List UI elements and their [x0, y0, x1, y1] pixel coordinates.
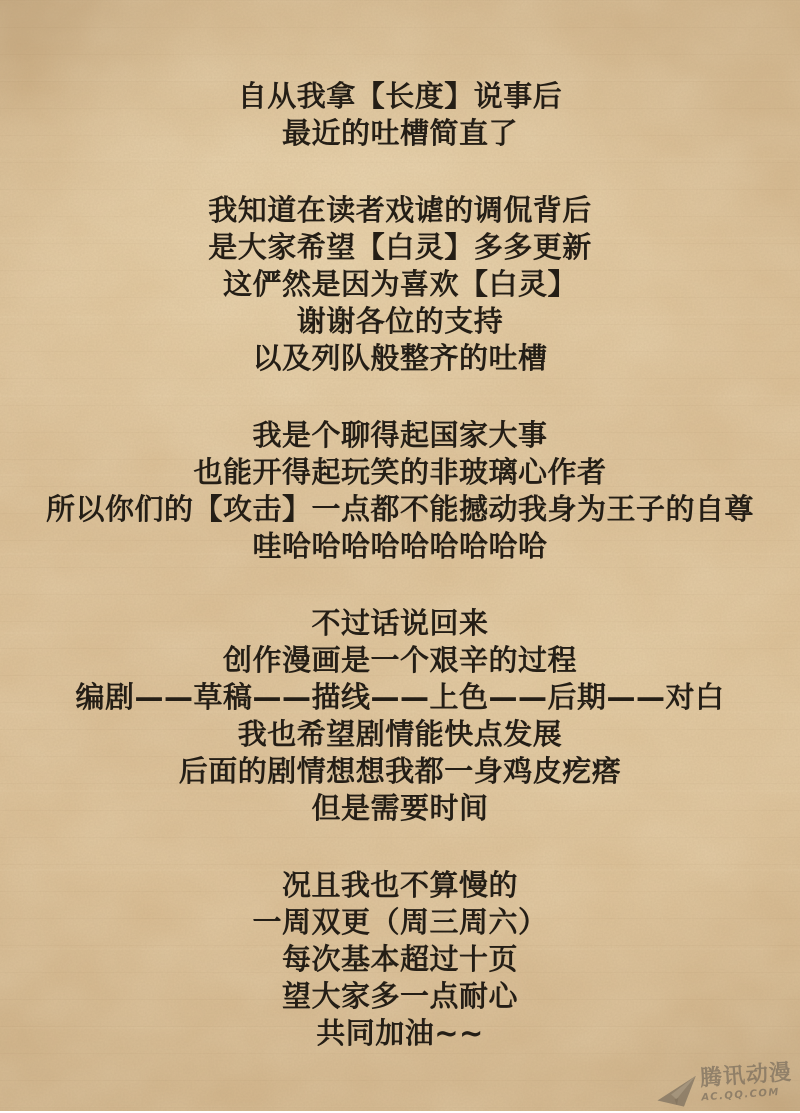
note-line: 以及列队般整齐的吐槽	[252, 341, 548, 375]
note-paragraph	[0, 867, 800, 1052]
note-line: 一周双更（周三周六）	[252, 905, 548, 939]
paper-plane-icon	[656, 1076, 698, 1113]
note-line: 编剧——草稿——描线——上色——后期——对白	[75, 680, 725, 714]
note-paragraph	[0, 605, 800, 827]
note-line: 后面的剧情想想我都一身鸡皮疙瘩	[178, 754, 622, 788]
note-line: 创作漫画是一个艰辛的过程	[222, 643, 577, 677]
note-line: 是大家希望【白灵】多多更新	[208, 230, 592, 264]
note-line: 哇哈哈哈哈哈哈哈哈哈	[252, 529, 548, 563]
note-line: 自从我拿【长度】说事后	[237, 79, 563, 113]
note-paragraph	[0, 192, 800, 377]
watermark-brand: 腾讯动漫	[699, 1060, 793, 1092]
note-line: 每次基本超过十页	[281, 942, 518, 976]
note-line: 不过话说回来	[311, 606, 489, 640]
note-line: 我知道在读者戏谑的调侃背后	[208, 193, 592, 227]
note-line: 我是个聊得起国家大事	[252, 418, 548, 452]
note-line: 谢谢各位的支持	[296, 304, 504, 338]
note-paragraph	[0, 417, 800, 565]
note-line: 所以你们的【攻击】一点都不能撼动我身为王子的自尊	[45, 492, 754, 526]
note-line: 最近的吐槽简直了	[281, 116, 518, 150]
note-line: 也能开得起玩笑的非玻璃心作者	[193, 455, 607, 489]
watermark-site: AC.QQ.COM	[701, 1086, 781, 1104]
note-line: 共同加油~~	[316, 1016, 484, 1050]
note-line: 这俨然是因为喜欢【白灵】	[222, 267, 577, 301]
note-paragraph	[0, 78, 800, 152]
note-line: 望大家多一点耐心	[281, 979, 518, 1013]
note-line: 我也希望剧情能快点发展	[237, 717, 563, 751]
note-line: 况且我也不算慢的	[281, 868, 518, 902]
note-line: 但是需要时间	[311, 791, 489, 825]
